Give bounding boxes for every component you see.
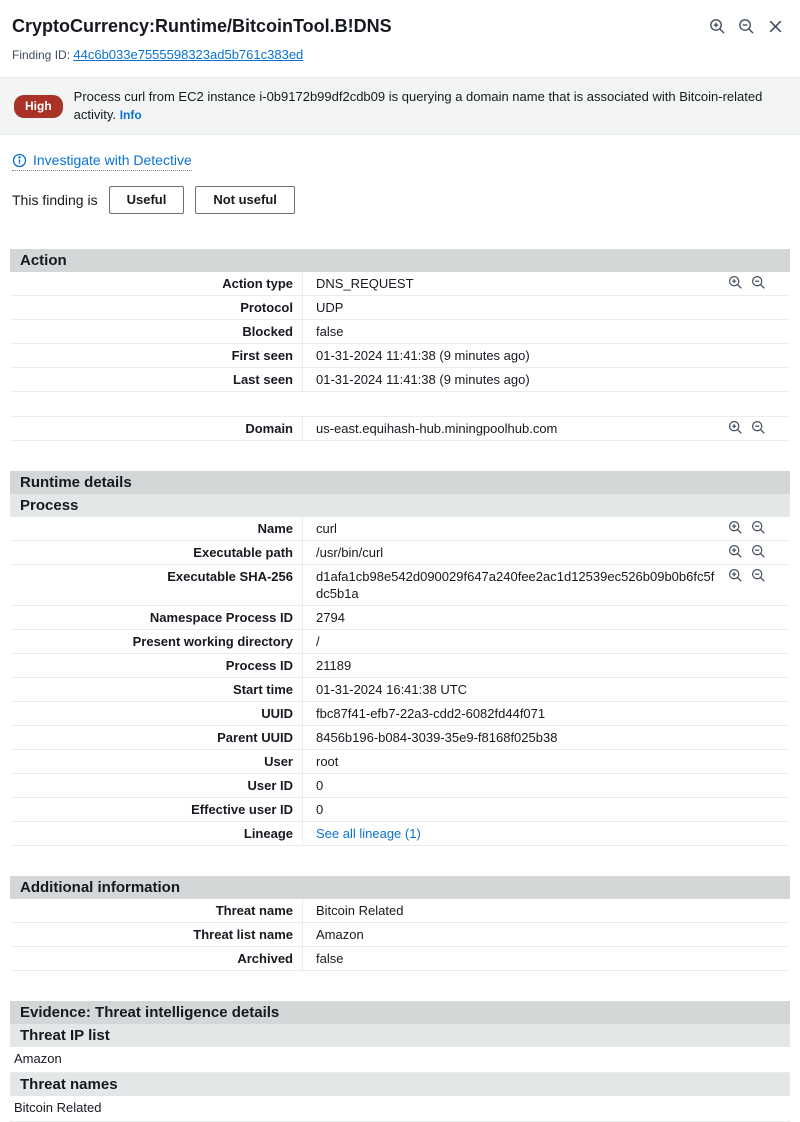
row-value: 0	[316, 802, 324, 817]
finding-description	[74, 88, 786, 124]
zoom-in-icon[interactable]	[728, 520, 743, 535]
page-title: CryptoCurrency:Runtime/BitcoinTool.B!DNS	[12, 16, 392, 36]
header-controls	[709, 15, 784, 35]
row-value: root	[316, 754, 339, 769]
row-value: false	[316, 951, 344, 966]
additional-information-section	[10, 876, 790, 971]
row-value: Amazon	[316, 927, 364, 942]
detail-row	[10, 899, 790, 923]
row-label: Name	[10, 517, 303, 540]
row-label: Threat name	[10, 899, 303, 922]
zoom-out-icon[interactable]	[738, 18, 755, 35]
row-value: 0	[316, 778, 324, 793]
row-value: /usr/bin/curl	[316, 545, 384, 560]
info-link[interactable]: Info	[119, 108, 142, 122]
lineage-link[interactable]: See all lineage (1)	[316, 826, 421, 841]
detail-row	[10, 750, 790, 774]
zoom-out-icon[interactable]	[751, 275, 766, 290]
row-value: curl	[316, 521, 337, 536]
threat-ip-list-value: Amazon	[10, 1047, 790, 1073]
row-zoom-controls	[728, 541, 790, 559]
row-label: Last seen	[10, 368, 303, 391]
not-useful-button[interactable]: Not useful	[195, 186, 295, 214]
row-value: d1afa1cb98e542d090029f647a240fee2ac1d12539ec526b09b0b6fc5fdc5b1a	[316, 569, 715, 601]
row-value: Bitcoin Related	[316, 903, 404, 918]
detail-row	[10, 565, 790, 606]
detail-row	[10, 923, 790, 947]
zoom-in-icon[interactable]	[728, 275, 743, 290]
detail-row	[10, 726, 790, 750]
detail-row	[10, 947, 790, 971]
section-title-additional-information: Additional information	[10, 876, 790, 899]
row-label: Blocked	[10, 320, 303, 343]
subsection-title-threat-ip-list: Threat IP list	[10, 1024, 790, 1047]
zoom-in-icon[interactable]	[709, 18, 726, 35]
zoom-out-icon[interactable]	[751, 520, 766, 535]
close-icon[interactable]	[767, 18, 784, 35]
investigate-label: Investigate with Detective	[33, 152, 192, 168]
row-value: 01-31-2024 16:41:38 UTC	[316, 682, 468, 697]
zoom-in-icon[interactable]	[728, 568, 743, 583]
row-value: 8456b196-b084-3039-35e9-f8168f025b38	[316, 730, 558, 745]
detail-row	[10, 702, 790, 726]
detail-row	[10, 798, 790, 822]
zoom-out-icon[interactable]	[751, 544, 766, 559]
row-label: Executable path	[10, 541, 303, 564]
row-value: 01-31-2024 11:41:38 (9 minutes ago)	[316, 348, 530, 363]
evidence-section	[10, 1001, 790, 1122]
section-title-runtime-details: Runtime details	[10, 471, 790, 494]
row-label: Lineage	[10, 822, 303, 845]
row-value: us-east.equihash-hub.miningpoolhub.com	[316, 421, 558, 436]
subsection-title-threat-names: Threat names	[10, 1073, 790, 1096]
section-title-action: Action	[10, 249, 790, 272]
info-icon	[12, 153, 27, 168]
row-label: UUID	[10, 702, 303, 725]
finding-id-label: Finding ID:	[12, 48, 71, 62]
useful-button[interactable]: Useful	[109, 186, 185, 214]
detail-row	[10, 541, 790, 565]
detail-row	[10, 774, 790, 798]
detail-row	[10, 320, 790, 344]
row-value: 01-31-2024 11:41:38 (9 minutes ago)	[316, 372, 530, 387]
row-label: Effective user ID	[10, 798, 303, 821]
row-label: Process ID	[10, 654, 303, 677]
row-label: Archived	[10, 947, 303, 970]
panel-header	[0, 0, 800, 37]
severity-banner	[0, 77, 800, 135]
row-value: fbc87f41-efb7-22a3-cdd2-6082fd44f071	[316, 706, 546, 721]
finding-id-link[interactable]: 44c6b033e7555598323ad5b761c383ed	[73, 47, 304, 62]
zoom-in-icon[interactable]	[728, 544, 743, 559]
row-label: First seen	[10, 344, 303, 367]
row-label: Namespace Process ID	[10, 606, 303, 629]
investigate-with-detective-link[interactable]	[12, 152, 192, 171]
detail-row	[10, 296, 790, 320]
detail-row	[10, 678, 790, 702]
subsection-title-process: Process	[10, 494, 790, 517]
row-zoom-controls	[728, 565, 790, 583]
zoom-out-icon[interactable]	[751, 568, 766, 583]
threat-names-value: Bitcoin Related	[10, 1096, 790, 1122]
runtime-details-section	[10, 471, 790, 846]
severity-badge: High	[14, 95, 63, 118]
action-section	[10, 249, 790, 441]
row-zoom-controls	[728, 272, 790, 290]
row-value: 2794	[316, 610, 345, 625]
row-label: Present working directory	[10, 630, 303, 653]
detail-row	[10, 822, 790, 846]
detail-row	[10, 344, 790, 368]
row-label: Start time	[10, 678, 303, 701]
section-title-evidence: Evidence: Threat intelligence details	[10, 1001, 790, 1024]
detail-row	[10, 368, 790, 392]
finding-description-text: Process curl from EC2 instance i-0b9172b99df2cdb09 is querying a domain name that is associated with Bitcoin-related activity.	[73, 89, 763, 122]
row-value: 21189	[316, 658, 352, 673]
row-zoom-controls	[728, 517, 790, 535]
feedback-prompt: This finding is	[12, 192, 98, 208]
feedback-row	[0, 173, 800, 236]
detail-row	[10, 654, 790, 678]
row-zoom-controls	[728, 417, 790, 435]
row-label: User ID	[10, 774, 303, 797]
detail-row	[10, 272, 790, 296]
row-value: UDP	[316, 300, 344, 315]
detail-row	[10, 606, 790, 630]
row-label: User	[10, 750, 303, 773]
finding-id-line	[0, 37, 800, 77]
row-label: Threat list name	[10, 923, 303, 946]
row-value: false	[316, 324, 344, 339]
zoom-out-icon[interactable]	[751, 420, 766, 435]
row-value: /	[316, 634, 320, 649]
row-spacer	[10, 392, 790, 417]
row-label: Parent UUID	[10, 726, 303, 749]
detail-row	[10, 630, 790, 654]
zoom-in-icon[interactable]	[728, 420, 743, 435]
row-label: Action type	[10, 272, 303, 295]
row-label: Protocol	[10, 296, 303, 319]
row-label: Executable SHA-256	[10, 565, 303, 605]
row-label: Domain	[10, 417, 303, 440]
investigate-row	[0, 135, 800, 173]
detail-row	[10, 417, 790, 441]
row-value: DNS_REQUEST	[316, 276, 414, 291]
detail-row	[10, 517, 790, 541]
